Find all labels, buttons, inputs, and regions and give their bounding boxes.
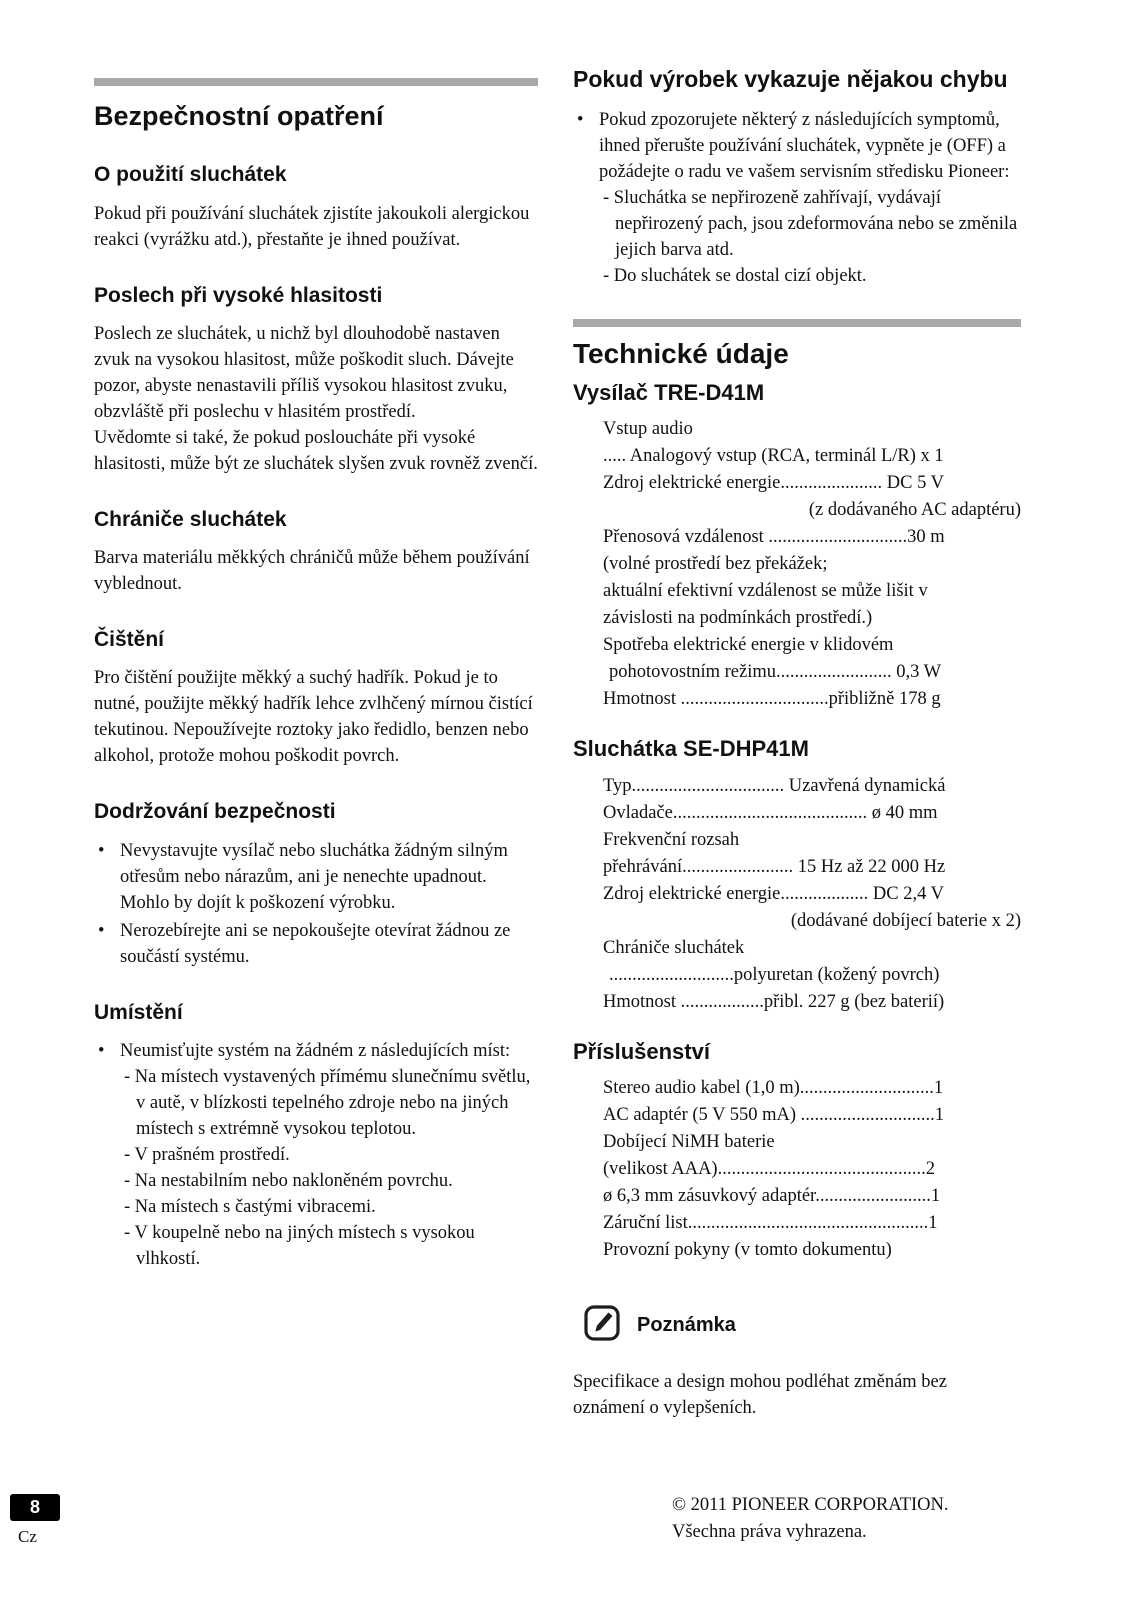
note-label: Poznámka xyxy=(637,1314,736,1337)
bullet-item: • Pokud zpozorujete některý z následujících symptomů, ihned přerušte používání sluchátek, vypněte je (OFF) a požádejte o radu ve vašem servisním středisku Pioneer: xyxy=(573,107,1021,185)
language-label: Cz xyxy=(18,1527,37,1546)
spec-line: Dobíjecí NiMH baterie xyxy=(603,1132,775,1153)
spec-line: (dodávané dobíjecí baterie x 2) xyxy=(790,910,1021,931)
spec-block-transmitter xyxy=(603,416,1021,713)
spec-line: pohotovostním režimu......................... 0,3 W xyxy=(609,662,942,683)
spec-line: (volné prostředí bez překážek; xyxy=(603,554,828,575)
section-divider-bar xyxy=(573,319,1021,327)
section-heading-safety: Dodržování bezpečnosti xyxy=(94,800,336,824)
section-divider-bar xyxy=(94,78,538,86)
dash-item: - V koupelně nebo na jiných místech s vysokou vlhkostí. xyxy=(124,1222,475,1269)
dash-item: - Na místech vystavených přímému slunečnímu světlu, v autě, v blízkosti tepelného zdroje nebo na jiných místech s extrémně vysokou teplotou. xyxy=(124,1066,531,1139)
spec-block-headphones xyxy=(603,773,1021,1016)
subsection-heading-headphones: Sluchátka SE-DHP41M xyxy=(573,736,809,762)
spec-line: AC adaptér (5 V 550 mA) .............................1 xyxy=(603,1105,945,1126)
spec-line: Spotřeba elektrické energie v klidovém xyxy=(603,635,894,656)
left-column xyxy=(94,78,538,1272)
spec-line: Chrániče sluchátek xyxy=(603,937,745,958)
spec-line: Hmotnost ................................přibližně 178 g xyxy=(603,689,941,710)
copyright-block xyxy=(672,1492,949,1546)
dash-item: - V prašném prostředí. xyxy=(124,1144,290,1165)
spec-line: Provozní pokyny (v tomto dokumentu) xyxy=(603,1240,892,1261)
right-column xyxy=(573,64,1021,1421)
section-heading-cleaning: Čištění xyxy=(94,628,165,652)
dash-list xyxy=(603,185,1021,289)
dash-item: - Sluchátka se nepřirozeně zahřívají, vydávají nepřirozený pach, jsou zdeformována nebo se změnila jejich barva atd. xyxy=(603,188,1018,261)
dash-item: - Do sluchátek se dostal cizí objekt. xyxy=(603,266,867,287)
copyright-line: Všechna práva vyhrazena. xyxy=(672,1522,867,1542)
spec-line: Vstup audio xyxy=(603,419,693,440)
dash-item: - Na nestabilním nebo nakloněném povrchu. xyxy=(124,1170,453,1191)
spec-line: Frekvenční rozsah xyxy=(603,829,740,850)
section-heading-product-fault: Pokud výrobek vykazuje nějakou chybu xyxy=(573,66,1008,92)
spec-line: aktuální efektivní vzdálenost se může lišit v xyxy=(603,581,928,602)
paragraph: Pokud při používání sluchátek zjistíte jakoukoli alergickou reakci (vyrážku atd.), přestaňte je ihned používat. xyxy=(94,203,530,250)
dash-list xyxy=(124,1064,538,1272)
paragraph: Barva materiálu měkkých chráničů může během používání vyblednout. xyxy=(94,548,530,595)
bullet-item: • Nerozebírejte ani se nepokoušejte otevírat žádnou ze součástí systému. xyxy=(94,918,538,970)
spec-line: ...........................polyuretan (kožený povrch) xyxy=(609,964,940,985)
note-body: Specifikace a design mohou podléhat změnám bez oznámení o vylepšeních. xyxy=(573,1372,947,1419)
spec-line: ..... Analogový vstup (RCA, terminál L/R) x 1 xyxy=(603,446,944,467)
spec-line: Záruční list....................................................1 xyxy=(603,1213,938,1234)
bullet-item: • Nevystavujte vysílač nebo sluchátka žádným silným otřesům nebo nárazům, ani je nenechte upadnout. Mohlo by dojít k poškození výrobku. xyxy=(94,838,538,916)
spec-line: přehrávání........................ 15 Hz až 22 000 Hz xyxy=(603,856,946,877)
tech-specs-title: Technické údaje xyxy=(573,338,789,370)
section-heading-placement: Umístění xyxy=(94,1000,183,1024)
copyright-line: © 2011 PIONEER CORPORATION. xyxy=(672,1495,949,1515)
spec-line: Stereo audio kabel (1,0 m).............................1 xyxy=(603,1078,944,1099)
page-number: 8 xyxy=(29,1497,40,1517)
paragraph: Pro čištění použijte měkký a suchý hadřík. Pokud je to nutné, použijte měkký hadřík lehce zvlhčený mírnou čistící tekutinou. Nepoužívejte roztoky jako ředidlo, benzen nebo alkohol, protože mohou poškodit povrch. xyxy=(94,668,533,767)
spec-line: (z dodávaného AC adaptéru) xyxy=(808,500,1021,521)
spec-line: Zdroj elektrické energie...................... DC 5 V xyxy=(603,473,944,494)
page-title: Bezpečnostní opatření xyxy=(94,101,384,131)
section-heading-headphone-use: O použití sluchátek xyxy=(94,163,287,187)
spec-line: ø 6,3 mm zásuvkový adaptér.........................1 xyxy=(603,1186,941,1207)
spec-line: Přenosová vzdálenost ..............................30 m xyxy=(603,527,945,548)
subsection-heading-transmitter: Vysílač TRE-D41M xyxy=(573,379,765,405)
spec-line: Zdroj elektrické energie................... DC 2,4 V xyxy=(603,883,944,904)
paragraph: Uvědomte si také, že pokud posloucháte při vysoké hlasitosti, může být ze sluchátek slyšen zvuk rovněž zvenčí. xyxy=(94,427,538,474)
spec-line: Typ................................. Uzavřená dynamická xyxy=(603,775,946,796)
spec-line: závislosti na podmínkách prostředí.) xyxy=(603,608,873,629)
page-number-badge xyxy=(10,1494,60,1521)
dash-item: - Na místech s častými vibracemi. xyxy=(124,1196,376,1217)
note-pencil-icon xyxy=(583,1304,621,1347)
subsection-heading-accessories: Příslušenství xyxy=(573,1038,710,1064)
spec-line: (velikost AAA).............................................2 xyxy=(603,1159,935,1180)
section-heading-ear-pads: Chrániče sluchátek xyxy=(94,507,287,531)
spec-line: Hmotnost ..................přibl. 227 g (bez baterií) xyxy=(603,991,945,1012)
note-header xyxy=(583,1304,1021,1347)
spec-line: Ovladače.......................................... ø 40 mm xyxy=(603,802,938,823)
section-heading-high-volume: Poslech při vysoké hlasitosti xyxy=(94,283,383,307)
paragraph: Poslech ze sluchátek, u nichž byl dlouhodobě nastaven zvuk na vysokou hlasitost, může poškodit sluch. Dávejte pozor, abyste nenastavili příliš vysokou hlasitost zvuku, obzvláště při poslechu v hlasitém prostředí. xyxy=(94,323,514,422)
spec-block-accessories xyxy=(603,1075,1021,1264)
bullet-item: • Neumisťujte systém na žádném z následujících míst: xyxy=(94,1038,538,1064)
